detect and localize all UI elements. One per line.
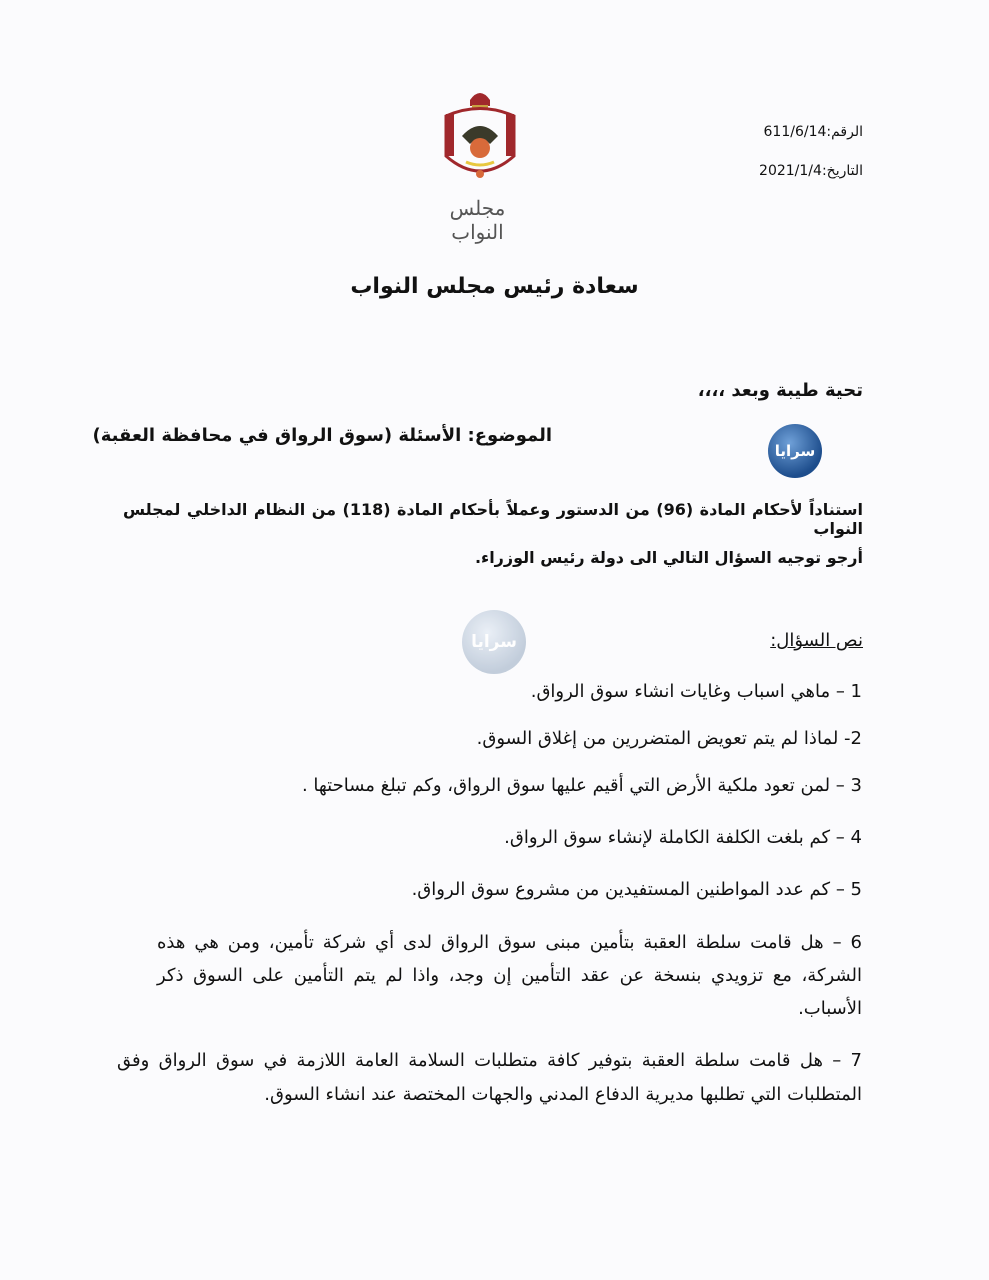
question-2: 2- لماذا لم يتم تعويض المتضررين من إغلاق السوق. (476, 728, 862, 749)
date-value: 2021/1/4 (759, 163, 822, 179)
question-6: 6 – هل قامت سلطة العقبة بتأمين مبنى سوق الرواق لدى أي شركة تأمين، ومن هي هذه الشركة، مع تزويدي بنسخة عن عقد التأمين إن وجد، واذا لم يتم التأمين على السوق ذكر الأسباب. (157, 932, 862, 1019)
question-7: 7 – هل قامت سلطة العقبة بتوفير كافة متطلبات السلامة العامة اللازمة في سوق الرواق وفق المتطلبات التي تطلبها مديرية الدفاع المدني والجهات المختصة عند انشاء السوق. (117, 1050, 862, 1105)
question-5: 5 – كم عدد المواطنين المستفيدين من مشروع سوق الرواق. (411, 879, 862, 900)
watermark-logo-faded: سرايا (462, 610, 526, 674)
question-4: 4 – كم بلغت الكلفة الكاملة لإنشاء سوق الرواق. (504, 827, 862, 848)
greeting: تحية طيبة وبعد ،،،، (697, 380, 863, 401)
reference-number (764, 124, 864, 140)
question-1: 1 – ماهي اسباب وغايات انشاء سوق الرواق. (530, 681, 862, 702)
date-label: التاريخ: (821, 163, 863, 179)
intro-line-1: استناداً لأحكام المادة (96) من الدستور وعملاً بأحكام المادة (118) من النظام الداخلي لمجلس النواب (123, 500, 864, 538)
intro-line-2: أرجو توجيه السؤال التالي الى دولة رئيس الوزراء. (474, 548, 863, 567)
addressee-title: سعادة رئيس مجلس النواب (350, 274, 639, 299)
emblem-caption: مجلس النواب (449, 196, 506, 244)
jordan-coat-of-arms-emblem (440, 86, 520, 186)
question-3: 3 – لمن تعود ملكية الأرض التي أقيم عليها سوق الرواق، وكم تبلغ مساحتها . (301, 775, 862, 796)
ref-value: 611/6/14 (763, 124, 827, 140)
questions-heading: نص السؤال: (770, 630, 863, 651)
watermark-logo: سرايا (768, 424, 822, 478)
ref-label: الرقم: (826, 124, 863, 140)
subject-line: الموضوع: الأسئلة (سوق الرواق في محافظة العقبة) (92, 425, 552, 446)
document-date (759, 163, 863, 179)
